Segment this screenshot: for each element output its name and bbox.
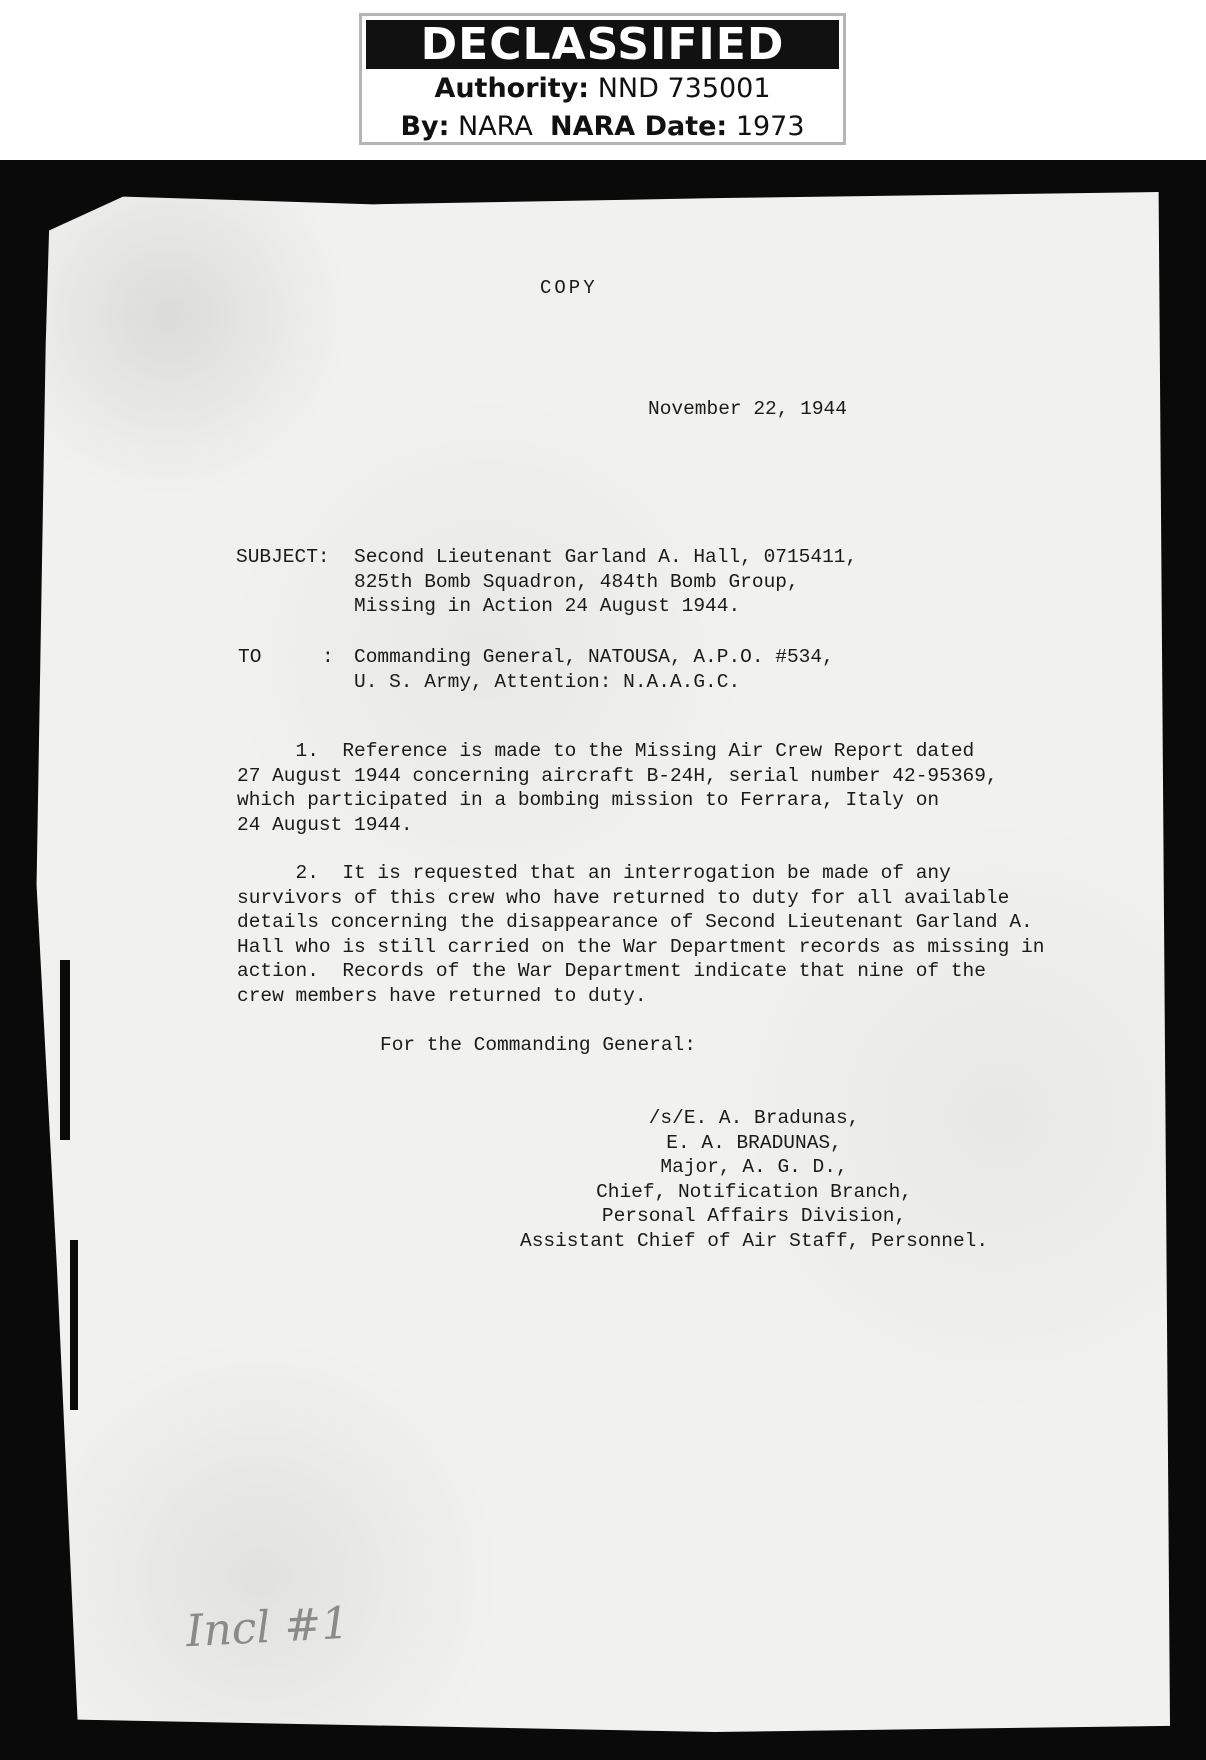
paragraph-line: details concerning the disappearance of Second Lieutenant Garland A. — [237, 911, 1033, 933]
to-colon: : — [322, 646, 334, 668]
subject-line: Missing in Action 24 August 1944. — [354, 595, 741, 617]
signature-line: Personal Affairs Division, — [601, 1205, 907, 1227]
subject-line: Second Lieutenant Garland A. Hall, 0715411, — [354, 546, 858, 568]
paragraph-line: which participated in a bombing mission to Ferrara, Italy on — [237, 789, 940, 811]
declassified-stamp — [359, 13, 846, 145]
document-heading: COPY — [540, 277, 598, 299]
handwritten-note: Incl #1 — [184, 1597, 351, 1658]
paragraph-line: survivors of this crew who have returned to duty for all available — [237, 886, 1010, 909]
to-text — [354, 645, 834, 694]
signature-line: /s/E. A. Bradunas, — [648, 1107, 860, 1129]
document-date: November 22, 1944 — [648, 398, 847, 420]
paragraph-1 — [237, 739, 998, 837]
to-line: U. S. Army, Attention: N.A.A.G.C. — [354, 670, 741, 693]
stamp-by-label: By: — [400, 111, 450, 142]
paragraph-line: 27 August 1944 concerning aircraft B-24H, serial number 42-95369, — [237, 764, 998, 787]
stamp-by-value: NARA — [458, 111, 533, 142]
signature-block — [520, 1106, 988, 1253]
paper-tear — [60, 960, 70, 1140]
closing-line: For the Commanding General: — [380, 1034, 696, 1056]
stamp-authority — [362, 71, 843, 107]
signature-line: Major, A. G. D., — [660, 1156, 848, 1178]
stamp-title: DECLASSIFIED — [366, 20, 839, 69]
signature-line: E. A. BRADUNAS, — [666, 1131, 842, 1154]
stamp-authority-value: NND 735001 — [597, 73, 771, 104]
stamp-by-date — [362, 109, 843, 145]
to-line: Commanding General, NATOUSA, A.P.O. #534, — [354, 646, 834, 668]
paper-tear — [70, 1240, 78, 1410]
paragraph-line: action. Records of the War Department indicate that nine of the — [237, 960, 986, 982]
paragraph-line: 1. Reference is made to the Missing Air Crew Report dated — [237, 740, 975, 762]
signature-line: Assistant Chief of Air Staff, Personnel. — [520, 1229, 989, 1252]
paragraph-2 — [237, 861, 1044, 1008]
paragraph-line: 24 August 1944. — [237, 813, 413, 836]
stamp-date-value: 1973 — [735, 111, 805, 142]
paragraph-line: crew members have returned to duty. — [237, 984, 647, 1007]
subject-label: SUBJECT: — [236, 546, 330, 568]
subject-text — [354, 545, 857, 619]
to-label: TO — [238, 646, 262, 668]
stamp-date-label: NARA Date: — [550, 111, 728, 142]
subject-line: 825th Bomb Squadron, 484th Bomb Group, — [354, 570, 799, 593]
stamp-authority-label: Authority: — [434, 73, 590, 104]
paragraph-line: Hall who is still carried on the War Department records as missing in — [237, 935, 1045, 958]
signature-line: Chief, Notification Branch, — [596, 1180, 913, 1203]
paragraph-line: 2. It is requested that an interrogation be made of any — [237, 862, 951, 884]
